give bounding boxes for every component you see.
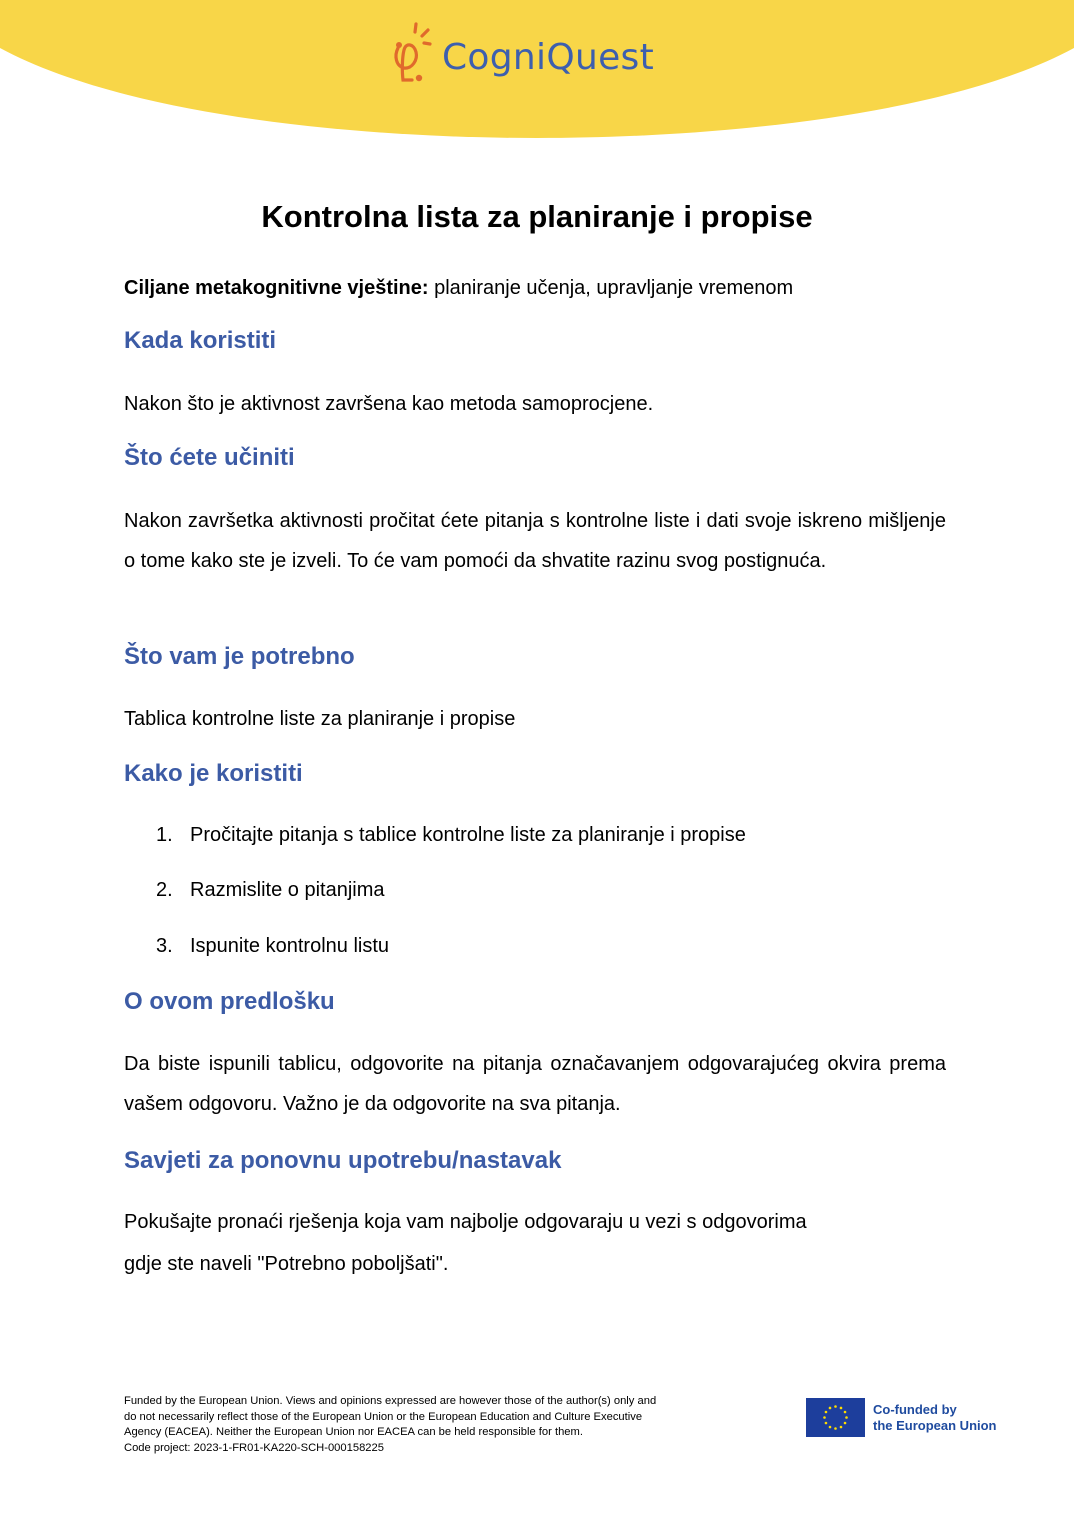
brand-name: CogniQuest <box>442 36 655 78</box>
step-text: Razmislite o pitanjima <box>190 879 385 901</box>
eu-star <box>825 1411 828 1414</box>
step-number: 3. <box>156 935 173 957</box>
page-title: Kontrolna lista za planiranje i propise <box>261 199 813 234</box>
eu-star <box>823 1416 826 1419</box>
cogniquest-logo <box>388 18 654 90</box>
section-body-when-to-use: Nakon što je aktivnost završena kao metoda samoprocjene. <box>124 393 654 415</box>
section-body-about-template: Da biste ispunili tablicu, odgovorite na pitanja označavanjem odgovarajućeg okvira prema vašem odgovoru. Važno je da odgovorite na sva pitanja. <box>124 1053 946 1115</box>
eu-label-line-2: the European Union <box>873 1417 997 1433</box>
disclaimer-line: do not necessarily reflect those of the European Union or the European Education and Culture Executive <box>124 1410 643 1423</box>
eu-star <box>844 1422 847 1425</box>
eu-star <box>825 1422 828 1425</box>
eu-cofunded-logo <box>806 1398 997 1437</box>
disclaimer-line: Funded by the European Union. Views and opinions expressed are however those of the author(s) only and <box>124 1395 657 1407</box>
section-body-what-you-will-do: Nakon završetka aktivnosti pročitat ćete pitanja s kontrolne liste i dati svoje iskreno mišljenje o tome kako ste je izveli. To će vam pomoći da shvatite razinu svog postignuća. <box>124 510 946 572</box>
cogniquest-lightbulb-person-icon <box>388 20 438 88</box>
section-heading-how-to-use: Kako je koristiti <box>124 760 303 787</box>
section-heading-reuse-tips: Savjeti za ponovnu upotrebu/nastavak <box>124 1147 562 1174</box>
step-number: 2. <box>156 879 173 901</box>
target-skills-value: planiranje učenja, upravljanje vremenom <box>428 277 794 299</box>
eu-star <box>844 1411 847 1414</box>
step-text: Pročitajte pitanja s tablice kontrolne liste za planiranje i propise <box>190 824 746 846</box>
eu-flag-icon <box>806 1398 865 1437</box>
section-heading-when-to-use: Kada koristiti <box>124 327 277 354</box>
eu-label-line-1: Co-funded by <box>873 1401 957 1417</box>
target-skills <box>124 268 946 308</box>
section-heading-what-you-need: Što vam je potrebno <box>124 643 355 670</box>
step-number: 1. <box>156 824 173 846</box>
eu-star <box>834 1405 837 1408</box>
project-code: Code project: 2023-1-FR01-KA220-SCH-000158225 <box>124 1441 384 1454</box>
eu-star <box>834 1427 837 1430</box>
step-text: Ispunite kontrolnu listu <box>190 935 390 957</box>
eu-star <box>829 1407 832 1410</box>
section-body-what-you-need: Tablica kontrolne liste za planiranje i propise <box>124 708 516 730</box>
eu-star <box>840 1426 843 1429</box>
eu-star <box>845 1416 848 1419</box>
eu-star <box>840 1407 843 1410</box>
section-heading-about-template: O ovom predlošku <box>124 988 335 1015</box>
funding-disclaimer <box>124 1394 784 1456</box>
target-skills-label: Ciljane metakognitivne vještine: <box>124 277 429 299</box>
disclaimer-line: Agency (EACEA). Neither the European Union nor EACEA can be held responsible for them. <box>124 1426 583 1439</box>
section-heading-what-you-will-do: Što ćete učiniti <box>124 444 295 471</box>
eu-cofunded-label <box>873 1402 997 1434</box>
eu-star <box>829 1426 832 1429</box>
section-body-reuse-tips-line-2: gdje ste naveli "Potrebno poboljšati". <box>124 1253 449 1275</box>
section-body-reuse-tips-line-1: Pokušajte pronaći rješenja koja vam najbolje odgovaraju u vezi s odgovorima <box>124 1211 807 1233</box>
